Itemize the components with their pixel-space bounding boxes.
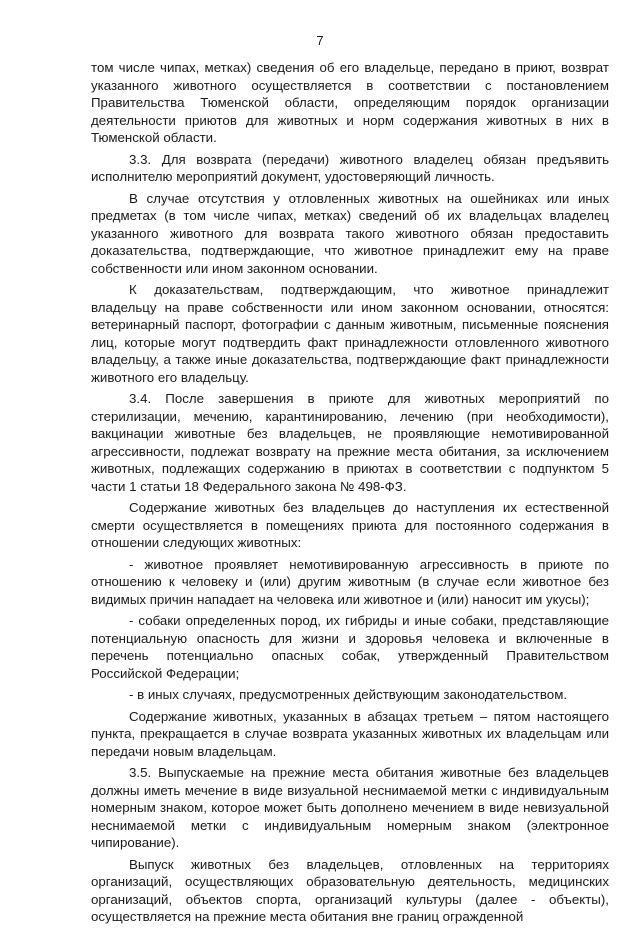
paragraph-evidence-list: К доказательствам, подтверждающим, что животное принадлежит владельцу на праве собственности или ином законном основании, относятся: ветеринарный паспорт, фотографии с данным животным, письменные пояснения лиц, которые могут подтвердить факт принадлежности отловленного животного владельцу, а также иные доказательства, подтверждающие факт принадлежности животного его владельцу. bbox=[91, 282, 609, 385]
document-body bbox=[91, 59, 609, 930]
paragraph-3-5: 3.5. Выпускаемые на прежние места обитания животные без владельцев должны иметь мечение в виде визуальной неснимаемой метки с индивидуальным номерным знаком, которое может быть дополнено мечением в виде невизуальной неснимаемой метки с индивидуальным номерным знаком (электронное чипирование). bbox=[91, 765, 609, 850]
paragraph-3-3: 3.3. Для возврата (передачи) животного владелец обязан предъявить исполнителю мероприятий документ, удостоверяющий личность. bbox=[91, 151, 609, 184]
list-item-other-cases: - в иных случаях, предусмотренных действующим законодательством. bbox=[129, 687, 568, 702]
paragraph-release-from-objects: Выпуск животных без владельцев, отловленных на территориях организаций, осуществляющих образовательную деятельность, медицинских организаций, объектов спорта, организаций культуры (далее - объекты), осуществляется на прежние места обитания вне границ огражденной bbox=[91, 856, 609, 924]
paragraph-permanent-keeping: Содержание животных без владельцев до наступления их естественной смерти осуществляется в помещениях приюта для постоянного содержания в отношении следующих животных: bbox=[91, 500, 609, 550]
paragraph-no-owner-info: В случае отсутствия у отловленных животных на ошейниках или иных предметах (в том числе чипах, метках) сведений об их владельцах владелец указанного животного для возврата такого животного обязан предоставить доказательства, подтверждающие, что животное принадлежит ему на праве собственности или ином законном основании. bbox=[91, 190, 609, 276]
paragraph-keeping-termination: Содержание животных, указанных в абзацах третьем – пятом настоящего пункта, прекращается в случае возврата указанных животных их владельцам или передачи новым владельцам. bbox=[91, 708, 609, 759]
list-item-dangerous-breeds: - собаки определенных пород, их гибриды и иные собаки, представляющие потенциальную опасность для жизни и здоровья человека и включенные в перечень потенциально опасных собак, утвержденный Правительством Российской Федерации; bbox=[91, 613, 609, 681]
paragraph-continuation: том числе чипах, метках) сведения об его владельце, передано в приют, возврат указанного животного осуществляется в соответствии с постановлением Правительства Тюменской области, определяющим порядок организации деятельности приютов для животных и норм содержания животных в них в Тюменской области. bbox=[91, 60, 609, 145]
list-item-aggressive-animal: - животное проявляет немотивированную агрессивность в приюте по отношению к человеку и (или) другим животным (в случае если животное без видимых причин нападает на человека или животное и (или) наносит им укусы); bbox=[91, 556, 609, 607]
paragraph-3-4: 3.4. После завершения в приюте для животных мероприятий по стерилизации, мечению, карантинированию, лечению (при необходимости), вакцинации животные без владельцев, не проявляющие немотивированной агрессивности, подлежат возврату на прежние места обитания, за исключением животных, подлежащих содержанию в приютах в соответствии с подпунктом 5 части 1 статьи 18 Федерального закона № 498-ФЗ. bbox=[91, 391, 609, 494]
page-number: 7 bbox=[316, 33, 324, 48]
